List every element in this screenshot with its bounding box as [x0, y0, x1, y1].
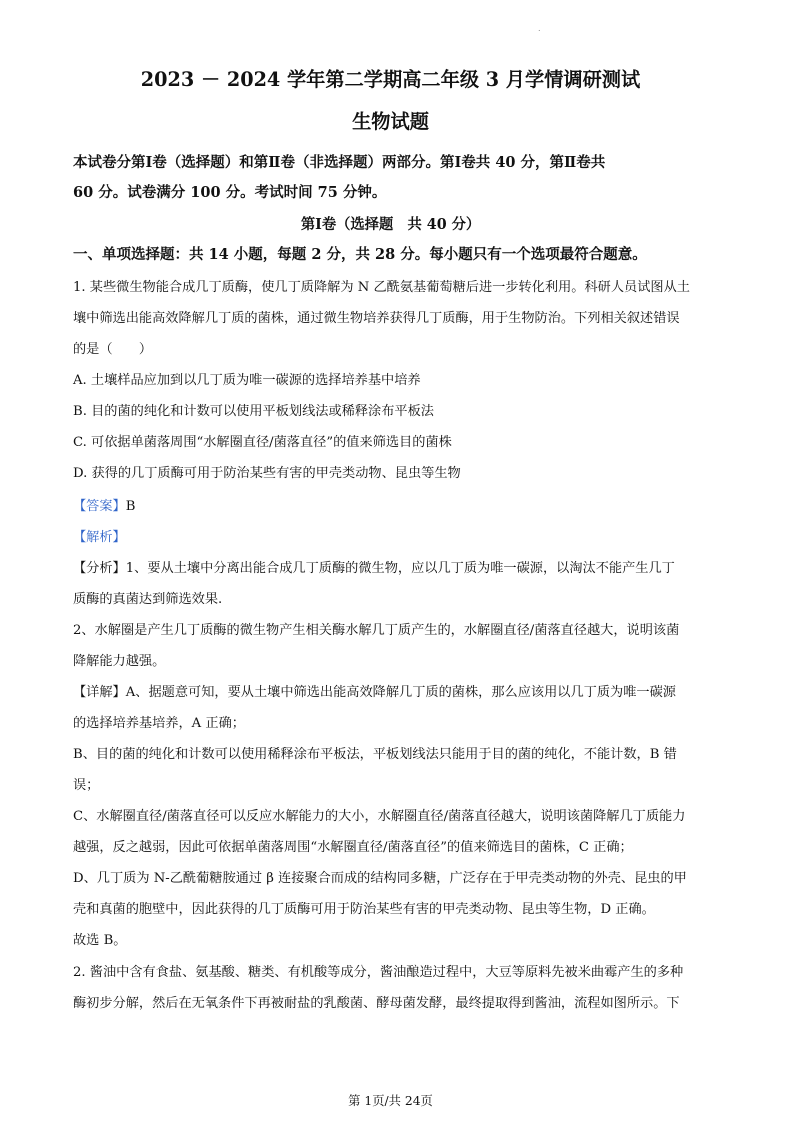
intro-line-1: 本试卷分第Ⅰ卷（选择题）和第Ⅱ卷（非选择题）两部分。第Ⅰ卷共 40 分，第Ⅱ卷共 [73, 154, 606, 171]
page-subtitle: 生物试题 [352, 110, 429, 133]
xiangjie-line-c2: 越强，反之越弱，因此可依据单菌落周围“水解圈直径/菌落直径”的值来筛选目的菌株，C 正确； [73, 840, 633, 855]
xiangjie-a1: A、据题意可知，要从土壤中筛选出能高效降解几丁质的菌株，那么应该用以几丁质为唯一碳源 [125, 685, 676, 700]
q1-stem-line-1: 1. 某些微生物能合成几丁质酶，使几丁质降解为 N 乙酰氨基葡萄糖后进一步转化利用。科研人员试图从土 [73, 280, 690, 295]
xiangjie-line-b2: 误； [73, 778, 100, 793]
page-number: 第 1页/共 24页 [348, 1093, 433, 1108]
xiangjie-line-a1 [73, 681, 676, 700]
q1-option-b: B. 目的菌的纯化和计数可以使用平板划线法或稀释涂布平板法 [73, 404, 434, 419]
q1-stem-line-2: 壤中筛选出能高效降解几丁质的菌株，通过微生物培养获得几丁质酶，用于生物防治。下列相关叙述错误 [73, 311, 680, 326]
xiangjie-line-d1: D、几丁质为 N-乙酰葡糖胺通过 β 连接聚合而成的结构同多糖，广泛存在于甲壳类动物的外壳、昆虫的甲 [73, 871, 687, 886]
section-heading: 第Ⅰ卷（选择题 共 40 分） [300, 216, 481, 233]
fenxi-text-1: 1、要从土壤中分离出能合成几丁质酶的微生物，应以几丁质为唯一碳源，以淘汰不能产生几丁 [125, 561, 675, 576]
conclusion: 故选 B。 [73, 933, 127, 948]
fenxi-line-1 [73, 557, 675, 576]
xiangjie-line-d2: 壳和真菌的胞壁中，因此获得的几丁质酶可用于防治某些有害的甲壳类动物、昆虫等生物，D 正确。 [73, 902, 655, 917]
q1-option-d: D. 获得的几丁质酶可用于防治某些有害的甲壳类动物、昆虫等生物 [73, 466, 461, 481]
xiangjie-line-c1: C、水解圈直径/菌落直径可以反应水解能力的大小，水解圈直径/菌落直径越大，说明该菌降解几丁质能力 [73, 809, 686, 824]
q1-stem-line-3: 的是（ ） [73, 342, 153, 357]
corner-mark: . [538, 24, 541, 33]
fenxi2-line-2: 降解能力越强。 [73, 654, 166, 669]
fenxi-label: 【分析】 [73, 561, 126, 576]
answer-label: 【答案】 [73, 499, 126, 514]
analysis-label: 【解析】 [73, 530, 126, 545]
xiangjie-label: 【详解】 [73, 685, 126, 700]
q2-stem-line-2: 酶初步分解，然后在无氧条件下再被耐盐的乳酸菌、酵母菌发酵，最终提取得到酱油，流程如图所示。下 [73, 996, 680, 1011]
page-title: 2023 － 2024 学年第二学期高二年级 3 月学情调研测试 [140, 68, 641, 91]
part-heading: 一、单项选择题：共 14 小题，每题 2 分，共 28 分。每小题只有一个选项最符合题意。 [73, 246, 647, 263]
xiangjie-line-b1: B、目的菌的纯化和计数可以使用稀释涂布平板法，平板划线法只能用于目的菌的纯化，不能计数，B 错 [73, 747, 677, 762]
fenxi-line-2: 质酶的真菌达到筛选效果. [73, 592, 223, 607]
answer-value: B [125, 499, 136, 514]
q1-option-a: A. 土壤样品应加到以几丁质为唯一碳源的选择培养基中培养 [73, 373, 421, 388]
q1-option-c: C. 可依据单菌落周围“水解圈直径/菌落直径”的值来筛选目的菌株 [73, 435, 452, 450]
q1-answer [73, 495, 135, 514]
intro-line-2: 60 分。试卷满分 100 分。考试时间 75 分钟。 [73, 184, 387, 201]
fenxi2-line-1: 2、水解圈是产生几丁质酶的微生物产生相关酶水解几丁质产生的，水解圈直径/菌落直径越大，说明该菌 [73, 623, 680, 638]
xiangjie-line-a2: 的选择培养基培养，A 正确； [73, 716, 245, 731]
q2-stem-line-1: 2. 酱油中含有食盐、氨基酸、糖类、有机酸等成分，酱油酿造过程中，大豆等原料先被米曲霉产生的多种 [73, 965, 684, 980]
